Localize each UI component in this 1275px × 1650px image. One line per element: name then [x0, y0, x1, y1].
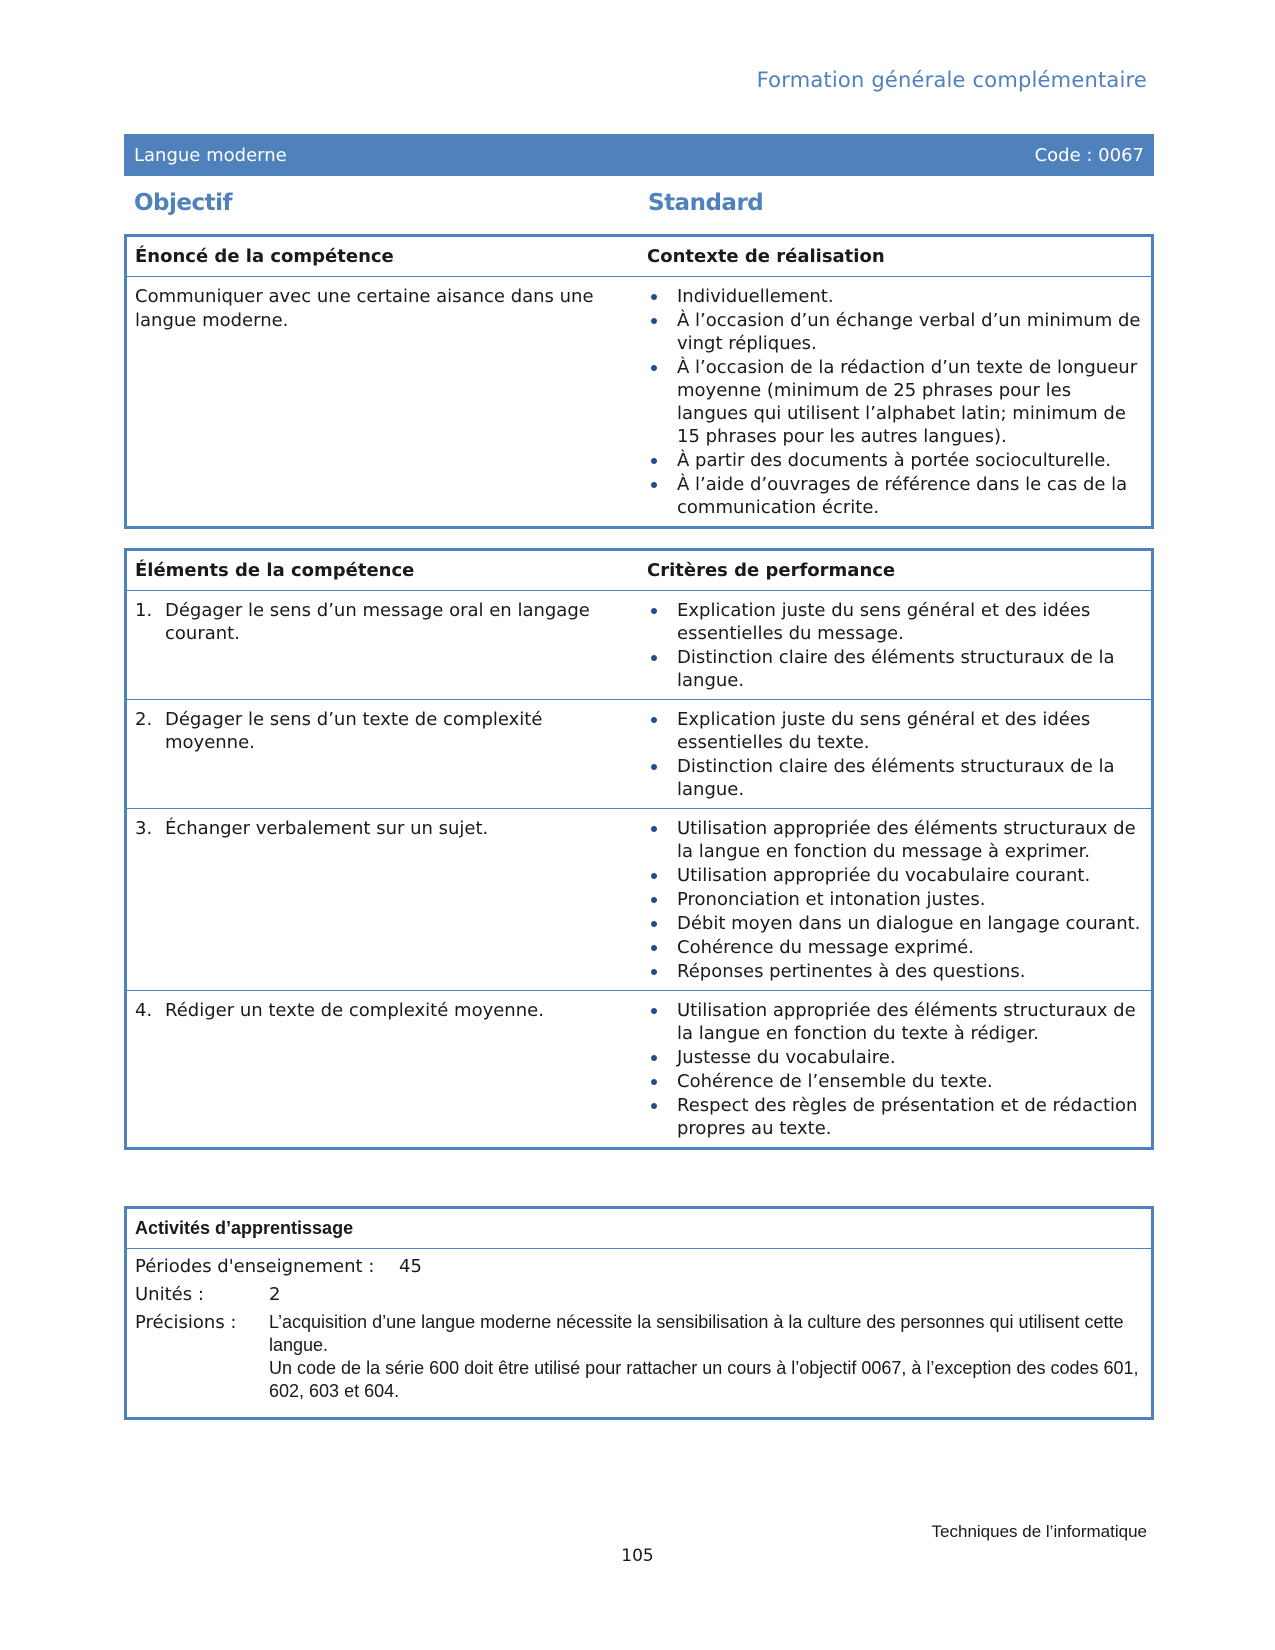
table-row	[127, 990, 1151, 1147]
list-item: Explication juste du sens général et des idées essentielles du texte.	[647, 708, 1143, 754]
bullet-icon	[651, 826, 657, 832]
list-item: À l’aide d’ouvrages de référence dans le cas de la communication écrite.	[647, 473, 1143, 519]
list-item: Utilisation appropriée du vocabulaire courant.	[647, 864, 1143, 887]
code-label: Code : 0067	[1034, 144, 1144, 166]
bullet-icon	[651, 1079, 657, 1085]
bullet-icon	[651, 873, 657, 879]
periodes-label: Périodes d'enseignement :	[135, 1256, 375, 1277]
list-item: Cohérence du message exprimé.	[647, 936, 1143, 959]
list-item: À l’occasion d’un échange verbal d’un minimum de vingt répliques.	[647, 309, 1143, 355]
element-text: Dégager le sens d’un message oral en langage courant.	[165, 600, 590, 644]
elements-header: Éléments de la compétence	[135, 560, 415, 581]
page-header-title: Formation générale complémentaire	[756, 68, 1147, 92]
criteria-list	[647, 817, 1143, 983]
element-text: Échanger verbalement sur un sujet.	[165, 818, 489, 839]
item-number: 4.	[135, 1000, 153, 1021]
competence-table	[124, 234, 1154, 529]
precisions-label: Précisions :	[135, 1312, 237, 1333]
bullet-icon	[651, 921, 657, 927]
contexte-list	[647, 285, 1143, 519]
element-text: Rédiger un texte de complexité moyenne.	[165, 1000, 544, 1021]
bullet-icon	[651, 897, 657, 903]
list-item: À l’occasion de la rédaction d’un texte de longueur moyenne (minimum de 25 phrases pour les langues qui utilisent l’alphabet latin; minimum de 15 phrases pour les autres langues).	[647, 356, 1143, 448]
contexte-header: Contexte de réalisation	[647, 246, 885, 267]
bullet-icon	[651, 318, 657, 324]
list-item: Respect des règles de présentation et de rédaction propres au texte.	[647, 1094, 1143, 1140]
bullet-icon	[651, 945, 657, 951]
enonce-header: Énoncé de la compétence	[135, 246, 394, 267]
list-item: Réponses pertinentes à des questions.	[647, 960, 1143, 983]
section-title-standard: Standard	[648, 190, 764, 216]
activites-table	[124, 1206, 1154, 1420]
activites-header: Activités d’apprentissage	[135, 1218, 354, 1238]
footer-program: Techniques de l’informatique	[931, 1522, 1147, 1541]
item-number: 2.	[135, 709, 153, 730]
bullet-icon	[651, 764, 657, 770]
precisions-paragraph-1: L’acquisition d’une langue moderne nécessite la sensibilisation à la culture des personnes qui utilisent cette langue.	[269, 1312, 1124, 1355]
periodes-row	[135, 1255, 1143, 1279]
table-row	[127, 808, 1151, 990]
bullet-icon	[651, 1055, 657, 1061]
list-item: Prononciation et intonation justes.	[647, 888, 1143, 911]
table-row	[127, 699, 1151, 808]
bullet-icon	[651, 969, 657, 975]
unites-row	[135, 1283, 1143, 1307]
code-bar	[124, 134, 1154, 176]
criteria-list	[647, 599, 1143, 692]
bullet-icon	[651, 458, 657, 464]
criteres-header: Critères de performance	[647, 560, 896, 581]
bullet-icon	[651, 655, 657, 661]
bullet-icon	[651, 717, 657, 723]
page-number: 105	[621, 1546, 654, 1566]
list-item: Justesse du vocabulaire.	[647, 1046, 1143, 1069]
elements-table	[124, 548, 1154, 1150]
precisions-paragraph-2: Un code de la série 600 doit être utilisé pour rattacher un cours à l’objectif 0067, à l’exception des codes 601, 602, 603 et 604.	[269, 1358, 1139, 1401]
bullet-icon	[651, 1008, 657, 1014]
bullet-icon	[651, 1103, 657, 1109]
criteria-list	[647, 708, 1143, 801]
section-title-objectif: Objectif	[134, 190, 233, 216]
enonce-text: Communiquer avec une certaine aisance dans une langue moderne.	[135, 286, 594, 331]
list-item: Utilisation appropriée des éléments structuraux de la langue en fonction du texte à rédiger.	[647, 999, 1143, 1045]
item-number: 1.	[135, 600, 153, 621]
unites-value: 2	[269, 1284, 281, 1305]
list-item: Cohérence de l’ensemble du texte.	[647, 1070, 1143, 1093]
bullet-icon	[651, 608, 657, 614]
item-number: 3.	[135, 818, 153, 839]
list-item: Débit moyen dans un dialogue en langage courant.	[647, 912, 1143, 935]
criteria-list	[647, 999, 1143, 1140]
list-item: Distinction claire des éléments structuraux de la langue.	[647, 755, 1143, 801]
subject-label: Langue moderne	[134, 144, 287, 166]
bullet-icon	[651, 294, 657, 300]
unites-label: Unités :	[135, 1284, 204, 1305]
list-item: À partir des documents à portée socioculturelle.	[647, 449, 1143, 472]
list-item: Utilisation appropriée des éléments structuraux de la langue en fonction du message à exprimer.	[647, 817, 1143, 863]
table-row	[127, 590, 1151, 699]
element-text: Dégager le sens d’un texte de complexité moyenne.	[165, 709, 543, 753]
bullet-icon	[651, 365, 657, 371]
section-titles	[124, 190, 1154, 224]
list-item: Explication juste du sens général et des idées essentielles du message.	[647, 599, 1143, 645]
list-item: Distinction claire des éléments structuraux de la langue.	[647, 646, 1143, 692]
precisions-row	[135, 1311, 1143, 1403]
bullet-icon	[651, 482, 657, 488]
list-item: Individuellement.	[647, 285, 1143, 308]
periodes-value: 45	[399, 1256, 422, 1277]
